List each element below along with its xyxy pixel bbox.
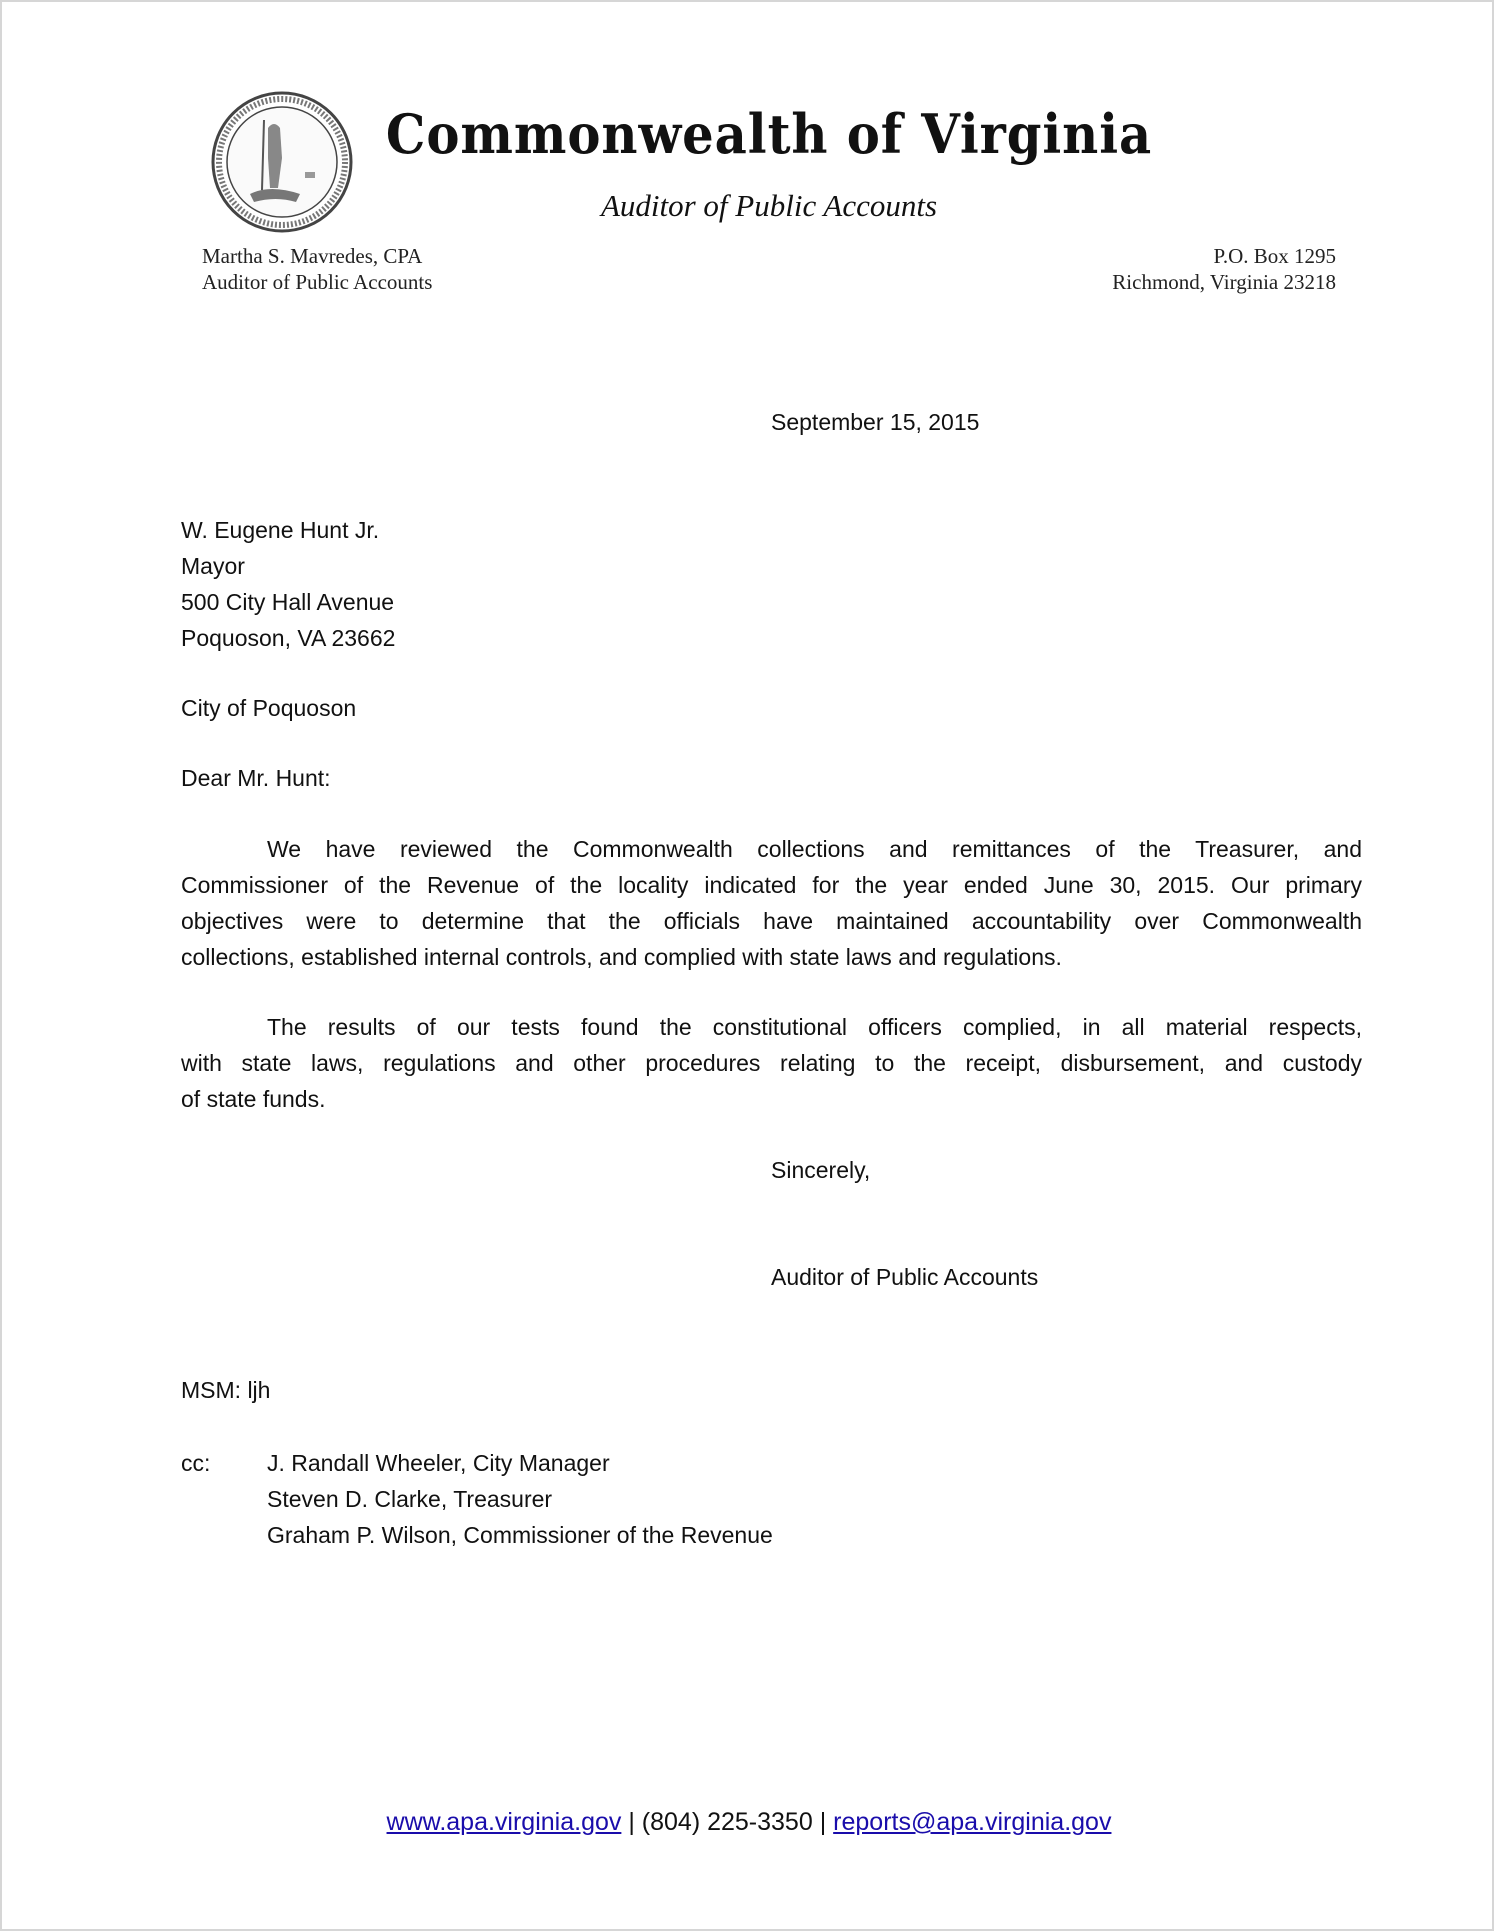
recipient-name: W. Eugene Hunt Jr. (181, 517, 380, 543)
cc-label: cc: (181, 1450, 211, 1476)
paragraph-line: Commissioner of the Revenue of the locality indicated for the year ended June 30, 2015. Our primary (181, 872, 1362, 898)
footer (2, 1808, 1494, 1837)
recipient-street: 500 City Hall Avenue (181, 589, 395, 615)
office-address-block (1112, 243, 1336, 295)
letter-date: September 15, 2015 (771, 409, 980, 435)
initials: MSM: ljh (181, 1377, 271, 1403)
paragraph-line: with state laws, regulations and other procedures relating to the receipt, disbursement, and custody (181, 1050, 1362, 1076)
auditor-name-block (202, 243, 432, 295)
po-box: P.O. Box 1295 (1213, 244, 1336, 268)
cc-name: Graham P. Wilson, Commissioner of the Revenue (267, 1522, 773, 1548)
auditor-name: Martha S. Mavredes, CPA (202, 244, 423, 268)
salutation: Dear Mr. Hunt: (181, 765, 331, 791)
paragraph-line: objectives were to determine that the officials have maintained accountability over Commonwealth (181, 908, 1362, 934)
auditor-title: Auditor of Public Accounts (202, 270, 433, 294)
paragraph-line: The results of our tests found the constitutional officers complied, in all material respects, (267, 1014, 1362, 1040)
phone-number: (804) 225-3350 (641, 1808, 813, 1836)
letterhead-title: Commonwealth of Virginia (385, 102, 1153, 166)
website-link[interactable]: www.apa.virginia.gov (386, 1808, 622, 1836)
email-link[interactable]: reports@apa.virginia.gov (833, 1808, 1112, 1836)
locality: City of Poquoson (181, 695, 357, 721)
footer-separator: | (628, 1808, 635, 1836)
closing: Sincerely, (771, 1157, 871, 1183)
cc-name: J. Randall Wheeler, City Manager (267, 1450, 610, 1476)
paragraph-line: of state funds. (181, 1086, 326, 1112)
city-address: Richmond, Virginia 23218 (1112, 270, 1336, 294)
cc-list (267, 1445, 773, 1553)
recipient-address (181, 512, 395, 656)
signature: Auditor of Public Accounts (771, 1264, 1039, 1290)
cc-name: Steven D. Clarke, Treasurer (267, 1486, 553, 1512)
recipient-city: Poquoson, VA 23662 (181, 625, 396, 651)
recipient-title: Mayor (181, 553, 245, 579)
paragraph-line: We have reviewed the Commonwealth collections and remittances of the Treasurer, and (267, 836, 1362, 862)
paragraph-line: collections, established internal controls, and complied with state laws and regulations. (181, 944, 1062, 970)
letterhead-subtitle: Auditor of Public Accounts (600, 188, 938, 223)
footer-separator: | (819, 1808, 827, 1836)
